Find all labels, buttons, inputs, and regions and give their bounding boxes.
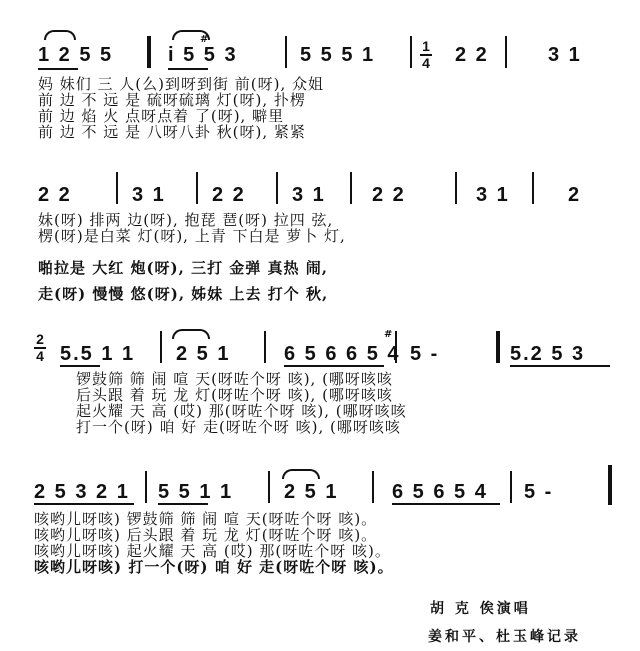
barline <box>145 471 147 503</box>
barline <box>350 172 352 204</box>
measure-notes: 3 1 <box>292 184 326 206</box>
barline <box>268 471 270 503</box>
barline <box>510 471 512 503</box>
measure-notes: 2 2 <box>38 184 72 206</box>
time-signature: 2 4 <box>34 333 46 363</box>
measure-notes: 6 5 6 6 5 4 <box>284 343 401 365</box>
beam-underline <box>284 365 384 367</box>
measure-notes: 3 1 <box>132 184 166 206</box>
measure-notes: 2 2 <box>455 44 489 66</box>
measure-notes: 5 - <box>410 343 440 365</box>
trill-mark: # <box>384 329 393 340</box>
beam-underline <box>34 503 134 505</box>
measure-notes: 5 5 5 1 <box>300 44 376 66</box>
beam-underline <box>158 503 208 505</box>
measure-notes: 2 5 1 <box>284 481 339 503</box>
measure-notes: 5.2 5 3 <box>510 343 586 365</box>
lyric-line: 起火耀 天 高 (哎) 那(呀咗个呀 咳), (哪呀咳咳 <box>76 402 407 420</box>
recorder-credit: 姜和平、杜玉峰记录 <box>428 629 581 645</box>
lyric-line: 打一个(呀) 咱 好 走(呀咗个呀 咳), (哪呀咳咳 <box>76 418 401 436</box>
lyric-line: 咳哟儿呀咳) 起火耀 天 高 (哎) 那(呀咗个呀 咳)。 <box>34 542 391 560</box>
slur-mark <box>282 469 320 479</box>
lyric-line: 咳哟儿呀咳) 锣鼓筛 筛 闹 喧 天(呀咗个呀 咳)。 <box>34 510 378 528</box>
barline <box>496 331 500 363</box>
singer-credit: 胡 克 俟演唱 <box>430 601 531 617</box>
barline <box>160 331 162 363</box>
measure-notes: 1 2 5 5 <box>38 44 114 66</box>
lyric-line: 啪拉是 大红 炮(呀), 三打 金弹 真热 闹, <box>38 259 328 277</box>
slur-mark <box>44 30 76 40</box>
barline <box>116 172 118 204</box>
barline <box>532 172 534 204</box>
barline <box>505 36 507 68</box>
measure-notes: i 5 5 3 <box>168 44 238 66</box>
measure-notes: 5.5 1 1 <box>60 343 136 365</box>
score-system-4 <box>0 465 640 585</box>
score-system-1 <box>0 30 640 165</box>
barline <box>196 172 198 204</box>
barline <box>372 471 374 503</box>
barline <box>264 331 266 363</box>
measure-notes: 3 1 <box>548 44 582 66</box>
beam-underline <box>510 365 610 367</box>
lyric-line: 前 边 焰 火 点呀点着 了(呀), 噼里 <box>38 107 285 125</box>
lyric-line: 后头跟 着 玩 龙 灯(呀咗个呀 咳), (哪呀咳咳 <box>76 386 393 404</box>
measure-notes: 2 5 1 <box>176 343 231 365</box>
measure-notes: 2 5 3 2 1 <box>34 481 130 503</box>
barline <box>285 36 287 68</box>
barline <box>410 36 412 68</box>
lyric-line: 锣鼓筛 筛 闹 喧 天(呀咗个呀 咳), (哪呀咳咳 <box>76 370 393 388</box>
score-system-3 <box>0 325 640 460</box>
measure-notes: 5 5 1 1 <box>158 481 234 503</box>
slur-mark <box>172 329 210 339</box>
barline <box>147 36 151 68</box>
measure-notes: 3 1 <box>476 184 510 206</box>
measure-notes: 5 - <box>524 481 554 503</box>
lyric-line: 楞(呀)是白菜 灯(呀), 上青 下白是 萝卜 灯, <box>38 227 346 245</box>
lyric-line: 咳哟儿呀咳) 后头跟 着 玩 龙 灯(呀咗个呀 咳)。 <box>34 526 378 544</box>
measure-notes: 6 5 6 5 4 <box>392 481 488 503</box>
lyric-line: 妈 妹们 三 人(么)到呀到街 前(呀), 众姐 <box>38 75 325 93</box>
beam-underline <box>392 503 500 505</box>
lyric-line: 前 边 不 远 是 八呀八卦 秋(呀), 紧紧 <box>38 123 306 141</box>
beam-underline <box>60 365 100 367</box>
final-barline <box>608 465 612 505</box>
measure-notes: 2 2 <box>372 184 406 206</box>
beam-underline <box>38 68 78 70</box>
trill-mark: # <box>200 34 209 45</box>
lyric-line: 前 边 不 远 是 硫呀硫璃 灯(呀), 扑楞 <box>38 91 306 109</box>
barline <box>276 172 278 204</box>
barline <box>455 172 457 204</box>
score-system-2 <box>0 172 640 312</box>
lyric-line: 妹(呀) 排两 边(呀), 抱琵 琶(呀) 拉四 弦, <box>38 211 334 229</box>
time-signature: 1 4 <box>420 40 432 70</box>
measure-notes: 2 <box>568 184 582 206</box>
lyric-line: 走(呀) 慢慢 悠(呀), 姊妹 上去 打个 秋, <box>38 285 329 303</box>
lyric-line: 咳哟儿呀咳) 打一个(呀) 咱 好 走(呀咗个呀 咳)。 <box>34 558 394 576</box>
beam-underline <box>168 68 208 70</box>
measure-notes: 2 2 <box>212 184 246 206</box>
